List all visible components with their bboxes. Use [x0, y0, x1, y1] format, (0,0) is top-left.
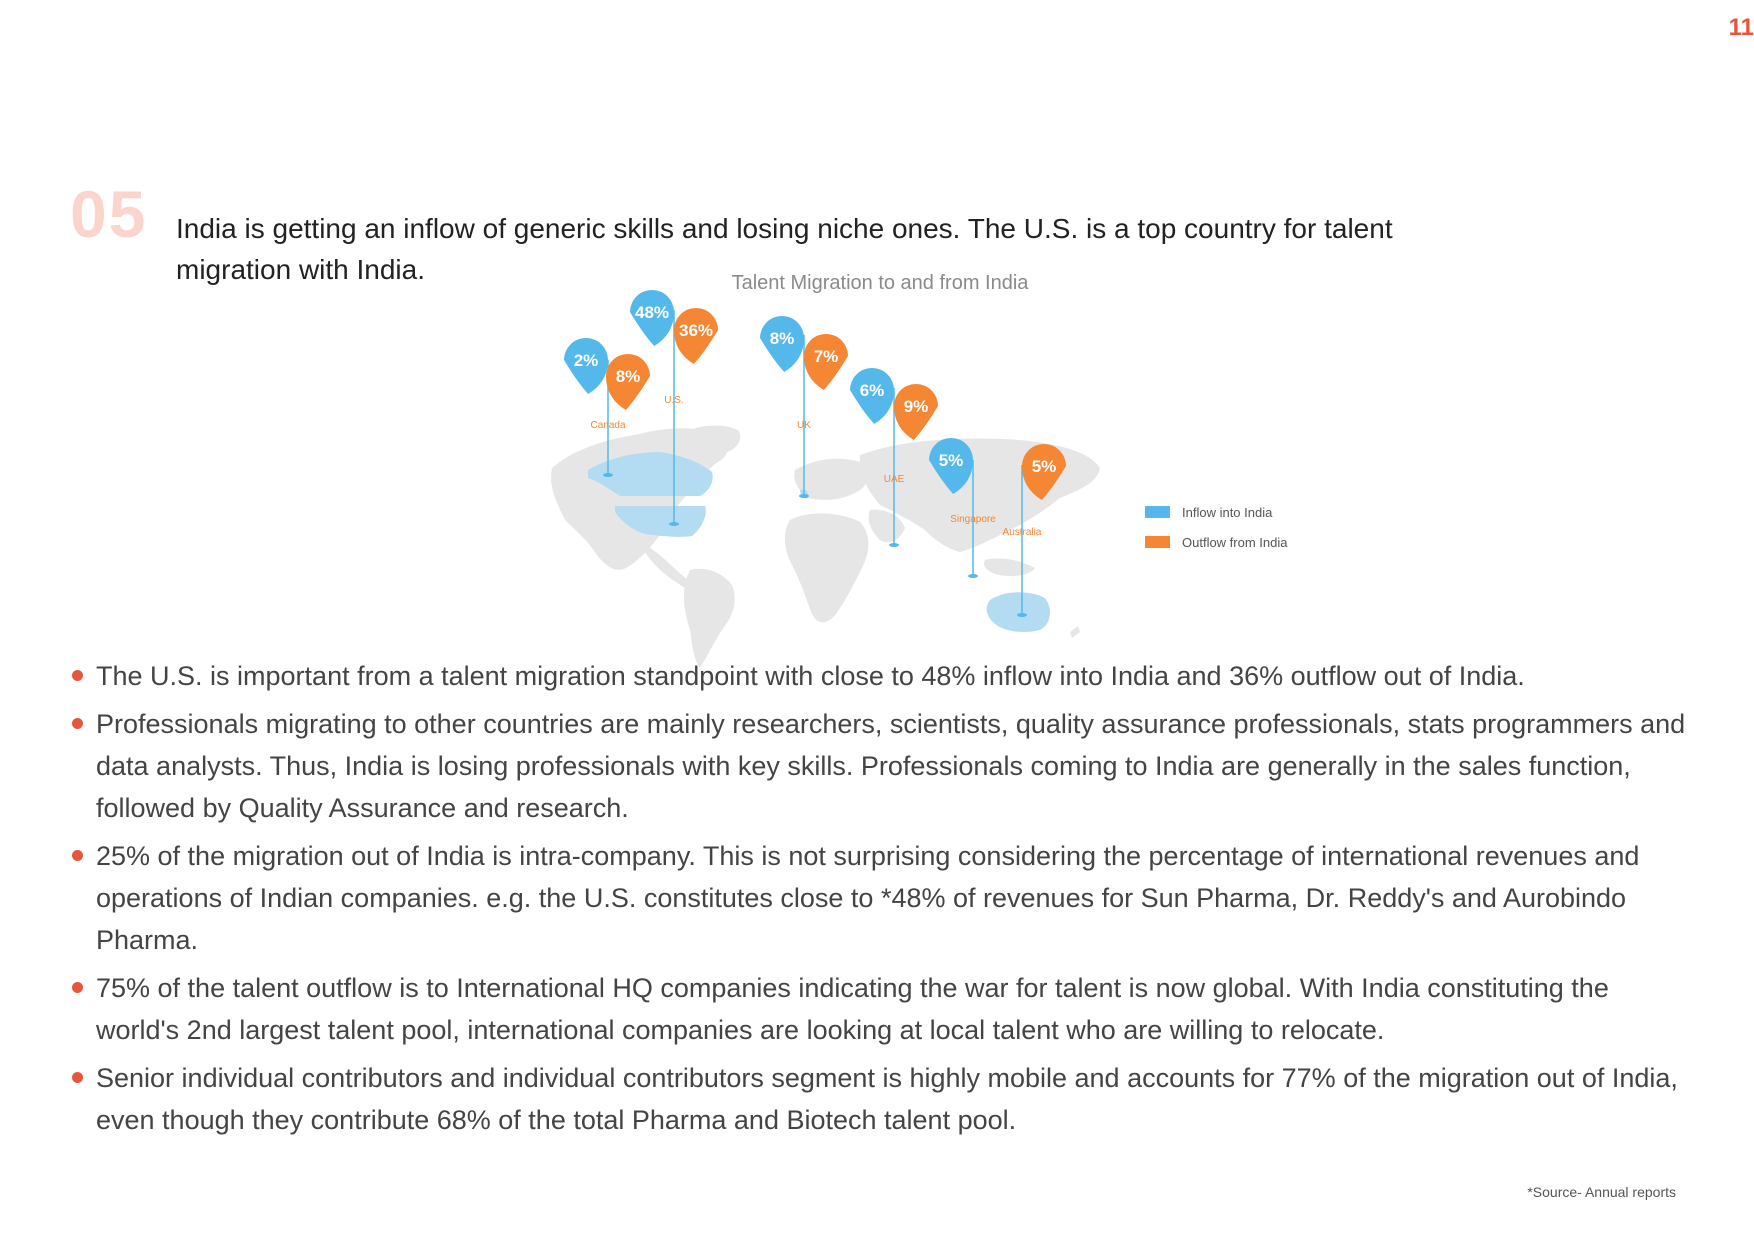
bullet-dot: [72, 850, 83, 861]
outflow-uk-bubble: [804, 334, 848, 390]
country-label-u-s: U.S.: [664, 395, 684, 406]
bullet-text: 25% of the migration out of India is intra-company. This is not surprising considering the percentage of international revenues and operations of Indian companies. e.g. the U.S. constitutes close to *48% of revenues for Sun Pharma, Dr. Reddy's and Aurobindo Pharma.: [96, 841, 1640, 955]
bullet-item: [72, 703, 1692, 829]
outflow-u-s-value: 36%: [678, 321, 714, 340]
pin-base-canada: [603, 473, 613, 477]
section-number: 05: [70, 177, 148, 251]
bullet-text: The U.S. is important from a talent migration standpoint with close to 48% inflow into India and 36% outflow out of India.: [96, 661, 1525, 691]
chart-legend: [1145, 502, 1288, 562]
inflow-canada-bubble: [564, 338, 608, 394]
pin-base-singapore: [968, 574, 978, 578]
bullet-dot: [72, 982, 83, 993]
legend-swatch-inflow: [1145, 506, 1170, 518]
bullet-dot: [72, 718, 83, 729]
inflow-uk-value: 8%: [769, 329, 795, 348]
pin-base-australia: [1017, 613, 1027, 617]
inflow-canada-value: 2%: [573, 351, 599, 370]
inflow-uk-bubble: [760, 316, 804, 372]
bullet-dot: [72, 1072, 83, 1083]
bullet-list: [72, 655, 1692, 1147]
bullet-text: Professionals migrating to other countries are mainly researchers, scientists, quality assurance professionals, stats programmers and data analysts. Thus, India is losing professionals with key skills. Professionals coming to India are generally in the sales function, followed by Quality Assurance and research.: [96, 709, 1686, 823]
se-asia-islands: [984, 558, 1035, 576]
inflow-uae-bubble: [850, 368, 894, 424]
bullet-text: 75% of the talent outflow is to International HQ companies indicating the war for talent is now global. With India constituting the world's 2nd largest talent pool, international companies are looking at local talent who are willing to relocate.: [96, 973, 1609, 1045]
bullet-item: [72, 967, 1692, 1051]
south-america: [684, 569, 735, 668]
outflow-australia-value: 5%: [1031, 457, 1057, 476]
legend-item-inflow: [1145, 502, 1288, 522]
legend-swatch-outflow: [1145, 536, 1170, 548]
page-number: 11: [1728, 14, 1754, 41]
outflow-uae-bubble: [894, 384, 938, 440]
bullet-item: [72, 1057, 1692, 1141]
inflow-u-s-value: 48%: [634, 303, 670, 322]
bullet-item: [72, 655, 1692, 697]
bullet-dot: [72, 670, 83, 681]
legend-label-outflow: Outflow from India: [1182, 534, 1288, 550]
country-label-canada: Canada: [590, 420, 626, 431]
australia-highlight: [987, 592, 1050, 632]
source-note: *Source- Annual reports: [1527, 1184, 1676, 1200]
north-america-landmass: [551, 428, 727, 569]
pin-base-uk: [799, 494, 809, 498]
legend-item-outflow: [1145, 532, 1288, 552]
outflow-uae-value: 9%: [903, 397, 929, 416]
outflow-u-s-bubble: [674, 308, 718, 364]
africa: [785, 513, 869, 622]
legend-label-inflow: Inflow into India: [1182, 504, 1273, 520]
country-label-australia: Australia: [1002, 527, 1042, 538]
new-zealand: [1070, 626, 1080, 638]
outflow-canada-bubble: [606, 354, 650, 410]
pin-base-u-s: [669, 522, 679, 526]
bullet-item: [72, 835, 1692, 961]
country-label-uae: UAE: [883, 474, 905, 485]
headline: India is getting an inflow of generic skills and losing niche ones. The U.S. is a top country for talent migration with India.: [176, 213, 1393, 285]
outflow-canada-value: 8%: [615, 367, 641, 386]
world-map-land: [551, 426, 1100, 669]
chart-title: Talent Migration to and from India: [731, 272, 1029, 294]
bullet-text: Senior individual contributors and individual contributors segment is highly mobile and accounts for 77% of the migration out of India, even though they contribute 68% of the total Pharma and Biotech talent pool.: [96, 1063, 1678, 1135]
outflow-uk-value: 7%: [813, 347, 839, 366]
inflow-uae-value: 6%: [859, 381, 885, 400]
country-label-singapore: Singapore: [950, 514, 996, 525]
inflow-singapore-value: 5%: [938, 451, 964, 470]
pin-base-uae: [889, 543, 899, 547]
inflow-u-s-bubble: [630, 290, 674, 346]
country-label-uk: UK: [797, 420, 811, 431]
